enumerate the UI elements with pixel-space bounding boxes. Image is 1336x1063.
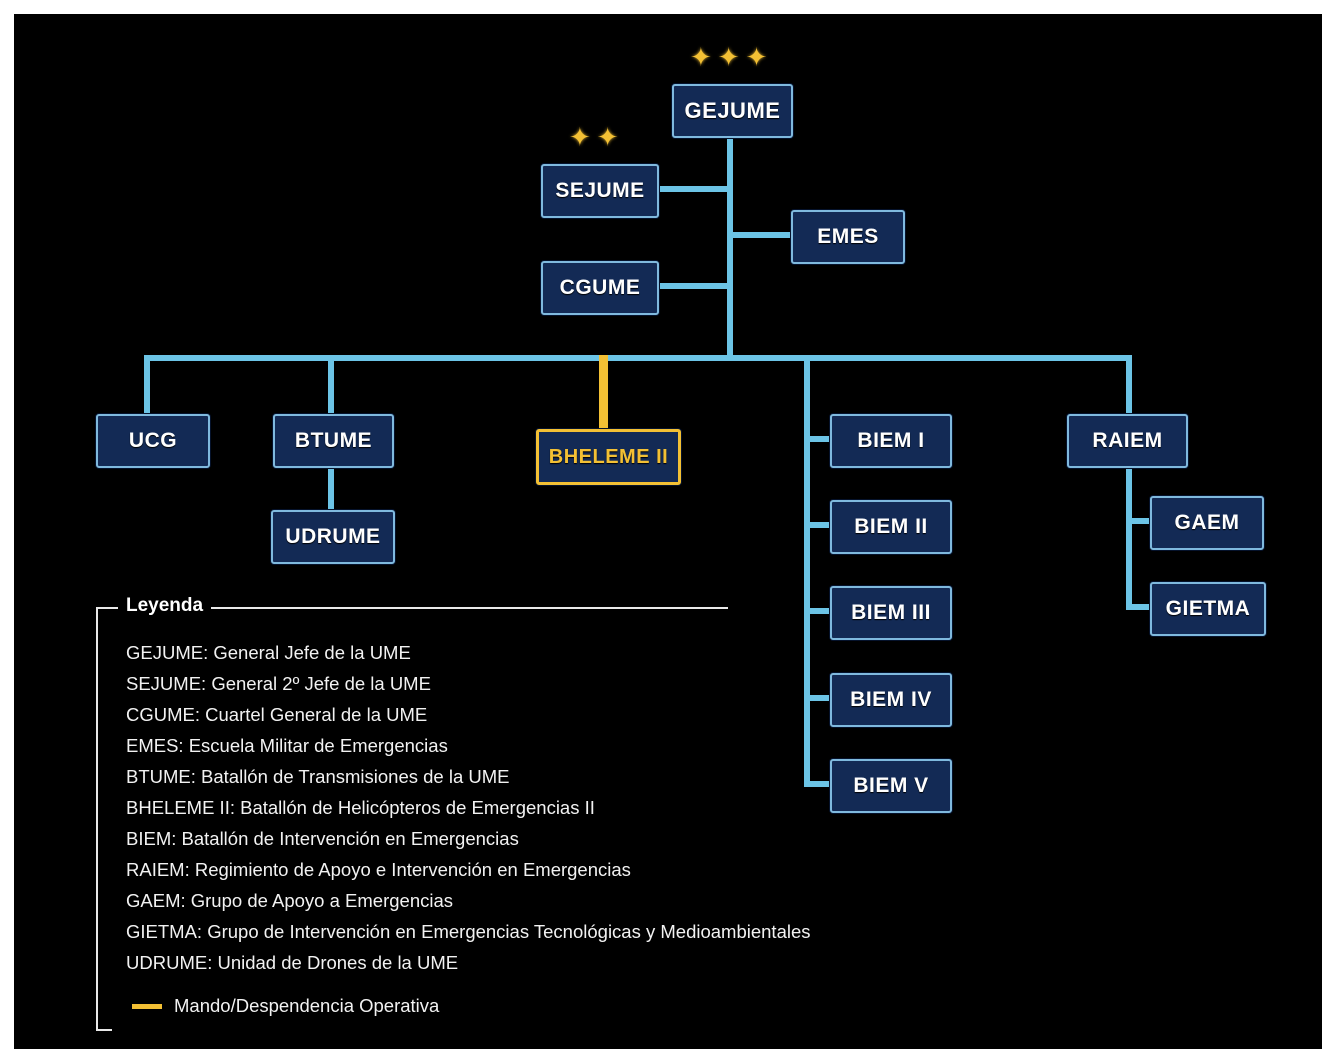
connector-main-bus (144, 355, 1132, 361)
connector-raiem-rail (1126, 464, 1132, 609)
node-gaem[interactable] (1150, 496, 1264, 550)
node-label: GIETMA (1165, 597, 1251, 620)
node-label: BIEM III (851, 601, 931, 624)
connector-cgume (654, 283, 733, 289)
legend-item: EMES: Escuela Militar de Emergencias (126, 735, 448, 756)
node-label: BIEM II (854, 515, 928, 538)
legend-key (132, 995, 439, 1017)
node-biem-iv[interactable] (830, 673, 952, 727)
node-label: CGUME (559, 276, 641, 299)
node-gejume[interactable] (672, 84, 793, 138)
legend-item: BTUME: Batallón de Transmisiones de la UME (126, 766, 510, 787)
node-label: SEJUME (555, 179, 645, 202)
node-label: BIEM I (857, 429, 925, 452)
stars-gejume (690, 44, 767, 70)
connector-btume-udrume (328, 464, 334, 512)
node-biem-ii[interactable] (830, 500, 952, 554)
legend-key-label: Mando/Despendencia Operativa (174, 995, 440, 1016)
connector-drop-btume (328, 355, 334, 415)
legend-items (126, 637, 906, 978)
connector-drop-ucg (144, 355, 150, 415)
node-bheleme-ii[interactable] (536, 429, 681, 485)
node-label: BHELEME II (548, 445, 669, 468)
node-label: EMES (817, 225, 879, 248)
node-label: UCG (128, 429, 178, 452)
legend-item: BIEM: Batallón de Intervención en Emergencias (126, 828, 519, 849)
node-emes[interactable] (791, 210, 905, 264)
node-raiem[interactable] (1067, 414, 1188, 468)
node-label: BIEM V (853, 774, 929, 797)
node-label: RAIEM (1092, 429, 1163, 452)
star-icon: ✦ (569, 122, 591, 152)
operative-command-line-icon (132, 1004, 162, 1009)
node-biem-i[interactable] (830, 414, 952, 468)
node-label: BIEM IV (850, 688, 932, 711)
legend-title: Leyenda (118, 595, 211, 617)
star-icon: ✦ (596, 122, 619, 152)
stars-sejume (569, 124, 619, 150)
legend-item: RAIEM: Regimiento de Apoyo e Intervención en Emergencias (126, 859, 631, 880)
node-btume[interactable] (273, 414, 394, 468)
legend-frame-bottom (96, 1029, 112, 1031)
connector-drop-bheleme (599, 355, 608, 430)
node-udrume[interactable] (271, 510, 395, 564)
node-gietma[interactable] (1150, 582, 1266, 636)
legend-item: GIETMA: Grupo de Intervención en Emergencias Tecnológicas y Medioambientales (126, 921, 811, 942)
node-label: GEJUME (684, 98, 781, 123)
connector-sejume (654, 186, 733, 192)
star-icon: ✦ (745, 42, 768, 72)
star-icon: ✦ (690, 42, 712, 72)
legend-item: GEJUME: General Jefe de la UME (126, 642, 411, 663)
node-biem-v[interactable] (830, 759, 952, 813)
node-label: BTUME (294, 429, 373, 452)
legend-item: BHELEME II: Batallón de Helicópteros de Emergencias II (126, 797, 595, 818)
legend-item: GAEM: Grupo de Apoyo a Emergencias (126, 890, 454, 911)
node-ucg[interactable] (96, 414, 210, 468)
legend-frame-left (96, 607, 98, 1031)
legend-item: SEJUME: General 2º Jefe de la UME (126, 673, 431, 694)
legend-item: UDRUME: Unidad de Drones de la UME (126, 952, 459, 973)
node-cgume[interactable] (541, 261, 659, 315)
connector-drop-raiem (1126, 355, 1132, 415)
star-icon: ✦ (717, 42, 740, 72)
connector-gejume-spine (727, 133, 733, 361)
node-label: UDRUME (285, 525, 381, 548)
connector-emes (727, 232, 794, 238)
legend-item: CGUME: Cuartel General de la UME (126, 704, 428, 725)
node-sejume[interactable] (541, 164, 659, 218)
connector-drop-biem-group (804, 355, 810, 415)
node-biem-iii[interactable] (830, 586, 952, 640)
node-label: GAEM (1174, 511, 1240, 534)
